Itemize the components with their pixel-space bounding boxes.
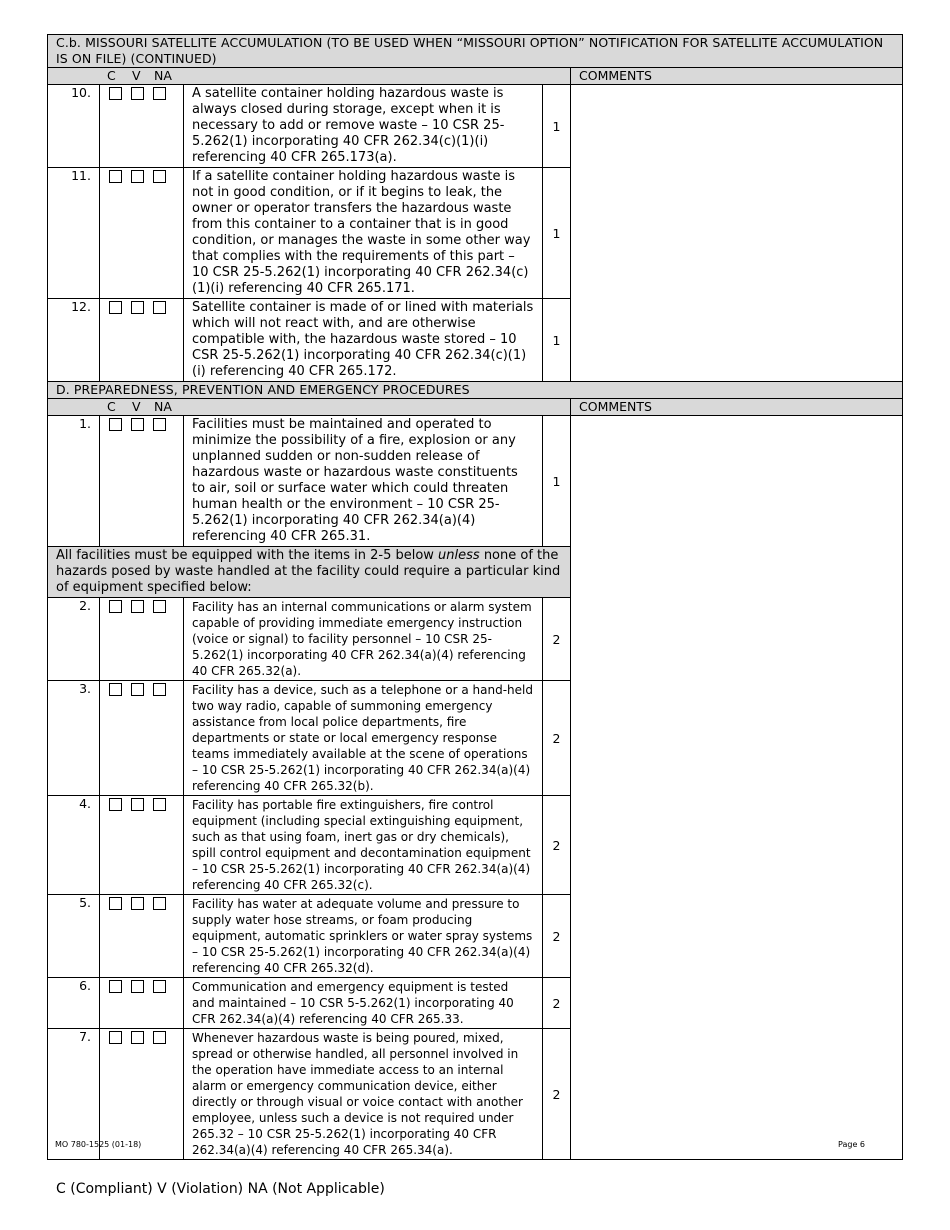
col-c-label: C: [107, 399, 116, 414]
violation-checkbox[interactable]: [131, 301, 144, 314]
not-applicable-checkbox[interactable]: [153, 418, 166, 431]
comments-header: COMMENTS: [571, 68, 903, 85]
not-applicable-checkbox[interactable]: [153, 683, 166, 696]
section-d-title: D. PREPAREDNESS, PREVENTION AND EMERGENCY PROCEDURES: [48, 382, 903, 399]
equipment-requirement-note: [48, 547, 571, 598]
col-na-label: NA: [154, 399, 172, 414]
violation-checkbox[interactable]: [131, 1031, 144, 1044]
violation-checkbox[interactable]: [131, 980, 144, 993]
compliant-checkbox[interactable]: [109, 87, 122, 100]
not-applicable-checkbox[interactable]: [153, 600, 166, 613]
violation-checkbox[interactable]: [131, 170, 144, 183]
col-na-label: NA: [154, 68, 172, 83]
compliant-checkbox[interactable]: [109, 170, 122, 183]
note-text: All facilities must be equipped with the items in 2-5 below: [56, 548, 439, 563]
form-code: MO 780-1525 (01-18): [55, 1140, 142, 1149]
item-number: 5.: [48, 895, 100, 978]
not-applicable-checkbox[interactable]: [153, 87, 166, 100]
violation-checkbox[interactable]: [131, 897, 144, 910]
item-points: 2: [543, 895, 571, 978]
violation-checkbox[interactable]: [131, 600, 144, 613]
not-applicable-checkbox[interactable]: [153, 897, 166, 910]
compliant-checkbox[interactable]: [109, 980, 122, 993]
violation-checkbox[interactable]: [131, 683, 144, 696]
item-number: 1.: [48, 416, 100, 547]
item-description: Whenever hazardous waste is being poured, mixed, spread or otherwise handled, all personnel involved in the operation have immediate access to an internal alarm or emergency communication device, either directly or through visual or voice contact with another employee, unless such a device is not required under 265.32 – 10 CSR 25-5.262(1) incorporating 40 CFR 262.34(a)(4) referencing 40 CFR 265.34(a).: [184, 1029, 543, 1160]
section-cb-title: C.b. MISSOURI SATELLITE ACCUMULATION (TO BE USED WHEN “MISSOURI OPTION” NOTIFICATION FOR SATELLITE ACCUMULATION IS ON FILE) (CONTINUED): [48, 35, 903, 68]
item-description: If a satellite container holding hazardous waste is not in good condition, or if it begins to leak, the owner or operator transfers the hazardous waste from this container to a container that is in good condition, or manages the waste in some other way that complies with the requirements of this part – 10 CSR 25-5.262(1) incorporating 40 CFR 262.34(c)(1)(i) referencing 40 CFR 265.171.: [184, 168, 543, 299]
compliant-checkbox[interactable]: [109, 600, 122, 613]
column-header-row: [48, 68, 571, 85]
item-points: 2: [543, 978, 571, 1029]
compliant-checkbox[interactable]: [109, 1031, 122, 1044]
note-emphasis: unless: [438, 548, 480, 563]
item-points: 2: [543, 796, 571, 895]
checklist-row-cb-10: [48, 85, 903, 168]
cvna-legend: C (Compliant) V (Violation) NA (Not Applicable): [56, 1181, 385, 1197]
column-header-row: [48, 399, 571, 416]
item-number: 3.: [48, 681, 100, 796]
item-points: 2: [543, 598, 571, 681]
item-points: 1: [543, 168, 571, 299]
comments-field-cb[interactable]: [571, 85, 903, 382]
cvna-checkboxes: [100, 299, 184, 382]
item-description: Facility has an internal communications or alarm system capable of providing immediate emergency instruction (voice or signal) to facility personnel – 10 CSR 25-5.262(1) incorporating 40 CFR 262.34(a)(4) referencing 40 CFR 265.32(a).: [184, 598, 543, 681]
item-number: 12.: [48, 299, 100, 382]
item-number: 10.: [48, 85, 100, 168]
item-points: 1: [543, 299, 571, 382]
item-number: 11.: [48, 168, 100, 299]
cvna-checkboxes: [100, 85, 184, 168]
violation-checkbox[interactable]: [131, 798, 144, 811]
compliant-checkbox[interactable]: [109, 301, 122, 314]
compliant-checkbox[interactable]: [109, 683, 122, 696]
cvna-checkboxes: [100, 681, 184, 796]
cvna-checkboxes: [100, 796, 184, 895]
item-description: Satellite container is made of or lined with materials which will not react with, and are otherwise compatible with, the hazardous waste stored – 10 CSR 25-5.262(1) incorporating 40 CFR 262.34(c)(1)(i) referencing 40 CFR 265.172.: [184, 299, 543, 382]
col-c-label: C: [107, 68, 116, 83]
item-description: Facility has water at adequate volume and pressure to supply water hose streams, or foam producing equipment, automatic sprinklers or water spray systems – 10 CSR 25-5.262(1) incorporating 40 CFR 262.34(a)(4) referencing 40 CFR 265.32(d).: [184, 895, 543, 978]
not-applicable-checkbox[interactable]: [153, 1031, 166, 1044]
item-description: A satellite container holding hazardous waste is always closed during storage, except when it is necessary to add or remove waste – 10 CSR 25-5.262(1) incorporating 40 CFR 262.34(c)(1)(i) referencing 40 CFR 265.173(a).: [184, 85, 543, 168]
col-v-label: V: [132, 399, 141, 414]
violation-checkbox[interactable]: [131, 418, 144, 431]
compliant-checkbox[interactable]: [109, 798, 122, 811]
col-v-label: V: [132, 68, 141, 83]
cvna-checkboxes: [100, 978, 184, 1029]
compliant-checkbox[interactable]: [109, 418, 122, 431]
cvna-checkboxes: [100, 895, 184, 978]
item-number: 7.: [48, 1029, 100, 1160]
not-applicable-checkbox[interactable]: [153, 798, 166, 811]
checklist-row-d-1: [48, 416, 903, 547]
item-description: Facility has portable fire extinguishers, fire control equipment (including special extinguishing equipment, such as that using foam, inert gas or dry chemicals), spill control equipment and decontamination equipment – 10 CSR 25-5.262(1) incorporating 40 CFR 262.34(a)(4) referencing 40 CFR 265.32(c).: [184, 796, 543, 895]
note-text: none of the hazards posed by waste handled at the facility could require a particular kind of equipment specified below:: [56, 548, 561, 595]
cvna-checkboxes: [100, 598, 184, 681]
cvna-checkboxes: [100, 416, 184, 547]
page-number: Page 6: [838, 1140, 865, 1149]
comments-header: COMMENTS: [571, 399, 903, 416]
item-description: Facilities must be maintained and operated to minimize the possibility of a fire, explosion or any unplanned sudden or non-sudden release of hazardous waste or hazardous waste constituents to air, soil or surface water which could threaten human health or the environment – 10 CSR 25-5.262(1) incorporating 40 CFR 262.34(a)(4) referencing 40 CFR 265.31.: [184, 416, 543, 547]
not-applicable-checkbox[interactable]: [153, 301, 166, 314]
violation-checkbox[interactable]: [131, 87, 144, 100]
comments-field-d[interactable]: [571, 416, 903, 1160]
inspection-checklist-table: [47, 34, 903, 1160]
item-description: Facility has a device, such as a telephone or a hand-held two way radio, capable of summoning emergency assistance from local police departments, fire departments or state or local emergency response teams immediately available at the scene of operations – 10 CSR 25-5.262(1) incorporating 40 CFR 262.34(a)(4) referencing 40 CFR 265.32(b).: [184, 681, 543, 796]
item-points: 1: [543, 416, 571, 547]
item-points: 2: [543, 1029, 571, 1160]
item-points: 1: [543, 85, 571, 168]
not-applicable-checkbox[interactable]: [153, 980, 166, 993]
item-number: 6.: [48, 978, 100, 1029]
item-number: 4.: [48, 796, 100, 895]
item-description: Communication and emergency equipment is tested and maintained – 10 CSR 5-5.262(1) incorporating 40 CFR 262.34(a)(4) referencing 40 CFR 265.33.: [184, 978, 543, 1029]
item-number: 2.: [48, 598, 100, 681]
compliant-checkbox[interactable]: [109, 897, 122, 910]
cvna-checkboxes: [100, 168, 184, 299]
item-points: 2: [543, 681, 571, 796]
not-applicable-checkbox[interactable]: [153, 170, 166, 183]
